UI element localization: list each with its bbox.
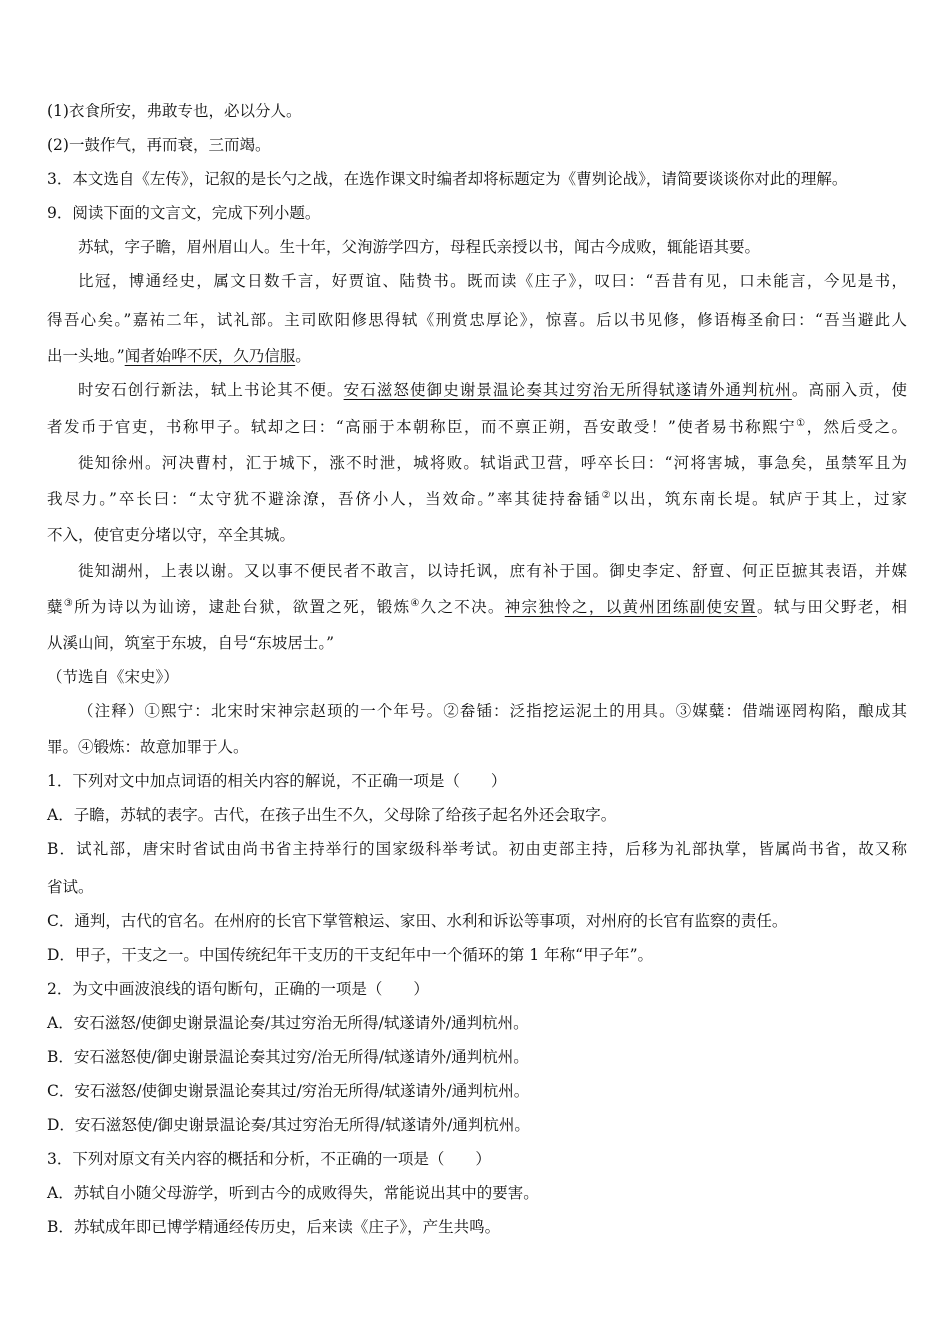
prior-question-item-1: (1)衣食所安，弗敢专也，必以分人。 [47,102,302,120]
sub-question-2-option-a: A．安石滋怒/使御史谢景温论奏/其过穷治无所得/轼遂请外/通判杭州。 [47,1014,529,1032]
annotation-line-2: 罪。④锻炼：故意加罪于人。 [47,738,249,756]
passage-paragraph-3-line-2 [47,417,907,437]
annotation-line-1: （注释）①熙宁：北宋时宋神宗赵顼的一个年号。②畚锸：泛指挖运泥土的用具。③媒糵：借端诬罔构陷，酿成其 [78,702,907,720]
passage-paragraph-1: 苏轼，字子瞻，眉州眉山人。生十年，父洵游学四方，母程氏亲授以书，闻古今成败，辄能语其要。 [78,238,761,256]
sub-question-1: 1．下列对文中加点词语的相关内容的解说，不正确一项是（ ） [47,772,507,790]
sub-question-2-option-d: D．安石滋怒使/御史谢景温论奏/其过穷治无所得/轼遂请外/通判杭州。 [47,1116,530,1134]
text-segment: 糵 [47,598,64,616]
text-segment: 者发币于官吏，书称甲子。轼却之曰：“高丽于本朝称臣，而不禀正朔，吾安敢受！”使者易书称熙宁 [47,418,797,436]
sub-question-2-option-c: C．安石滋怒/使御史谢景温论奏其过/穷治无所得/轼遂请外/通判杭州。 [47,1082,530,1100]
sub-question-3: 3．下列对原文有关内容的概括和分析，不正确的一项是（ ） [47,1150,491,1168]
text-segment: ，然后受之。 [806,418,907,436]
text-segment: 时安石创行新法，轼上书论其不便。 [78,381,344,399]
prior-question-item-2: (2)一鼓作气，再而衰，三而竭。 [47,136,271,154]
sub-question-1-option-a: A．子瞻，苏轼的表字。古代，在孩子出生不久，父母除了给孩子起名外还会取字。 [47,806,617,824]
underlined-sentence-2: 神宗独怜之，以黄州团练副使安置 [504,598,757,616]
sub-question-3-option-a: A．苏轼自小随父母游学，听到古今的成败得失，常能说出其中的要害。 [47,1184,539,1202]
text-segment: 。 [295,347,311,365]
passage-source: （节选自《宋史》） [47,668,179,686]
footnote-marker-4: ④ [410,597,421,609]
passage-paragraph-5-line-2 [47,597,907,617]
footnote-marker-2: ② [601,489,613,501]
sub-question-2-option-b: B．安石滋怒使/御史谢景温论奏其过穷/治无所得/轼遂请外/通判杭州。 [47,1048,529,1066]
question-3-prompt: 3．本文选自《左传》，记叙的是长勺之战，在选作课文时编者却将标题定为《曹刿论战》，请简要谈谈你对此的理解。 [47,170,848,188]
text-segment: 以出，筑东南长堤。轼庐于其上，过家 [612,490,907,508]
passage-paragraph-2-line-3 [47,346,907,366]
sub-question-1-option-c: C．通判，古代的官名。在州府的长官下掌管粮运、家田、水利和诉讼等事项，对州府的长官有监察的责任。 [47,912,788,930]
footnote-marker-1: ① [796,417,807,429]
question-9-heading: 9．阅读下面的文言文，完成下列小题。 [47,204,321,222]
passage-paragraph-3-line-1 [78,380,907,400]
passage-paragraph-4-line-2 [47,489,907,509]
text-segment: 久之不决。 [420,598,505,616]
passage-paragraph-5-line-3: 从溪山间，筑室于东坡，自号“东坡居士。” [47,634,335,652]
underlined-sentence-1: 闻者始哗不厌，久乃信服 [124,347,296,365]
wavy-underlined-sentence: 安石滋怒使御史谢景温论奏其过穷治无所得轼遂请外通判杭州 [343,381,792,399]
text-segment: 所为诗以为讪谤，逮赴台狱，欲置之死，锻炼 [74,598,411,616]
passage-paragraph-4-line-3: 不入，使官吏分堵以守，卒全其城。 [47,526,296,544]
text-segment: 。轼与田父野老，相 [756,598,907,616]
text-segment: 我尽力。”卒长曰：“太守犹不避涂潦，吾侪小人，当效命。”率其徒持畚锸 [47,490,602,508]
footnote-marker-3: ③ [63,597,75,609]
text-segment: 。高丽入贡，使 [791,381,907,399]
sub-question-1-option-d: D．甲子，干支之一。中国传统纪年干支历的干支纪年中一个循环的第 1 年称“甲子年”。 [47,946,653,964]
passage-paragraph-2-line-1: 比冠，博通经史，属文日数千言，好贾谊、陆贽书。既而读《庄子》，叹曰：“吾昔有见，口未能言，今见是书， [78,272,907,290]
sub-question-1-option-b-line-2: 省试。 [47,878,94,896]
sub-question-1-option-b-line-1: B．试礼部，唐宋时省试由尚书省主持举行的国家级科举考试。初由吏部主持，后移为礼部执掌，皆属尚书省，故又称 [47,840,907,858]
text-segment: 出一头地。” [47,347,125,365]
passage-paragraph-2-line-2: 得吾心矣。”嘉祐二年，试礼部。主司欧阳修思得轼《刑赏忠厚论》，惊喜。后以书见修，修语梅圣俞曰：“吾当避此人 [47,311,907,329]
sub-question-2: 2．为文中画波浪线的语句断句，正确的一项是（ ） [47,980,429,998]
passage-paragraph-5-line-1: 徙知湖州，上表以谢。又以事不便民者不敢言，以诗托讽，庶有补于国。御史李定、舒亶、何正臣摭其表语，并媒 [78,562,907,580]
passage-paragraph-4-line-1: 徙知徐州。河决曹村，汇于城下，涨不时泄，城将败。轼诣武卫营，呼卒长曰：“河将害城，事急矣，虽禁军且为 [78,454,907,472]
sub-question-3-option-b: B．苏轼成年即已博学精通经传历史，后来读《庄子》，产生共鸣。 [47,1218,501,1236]
